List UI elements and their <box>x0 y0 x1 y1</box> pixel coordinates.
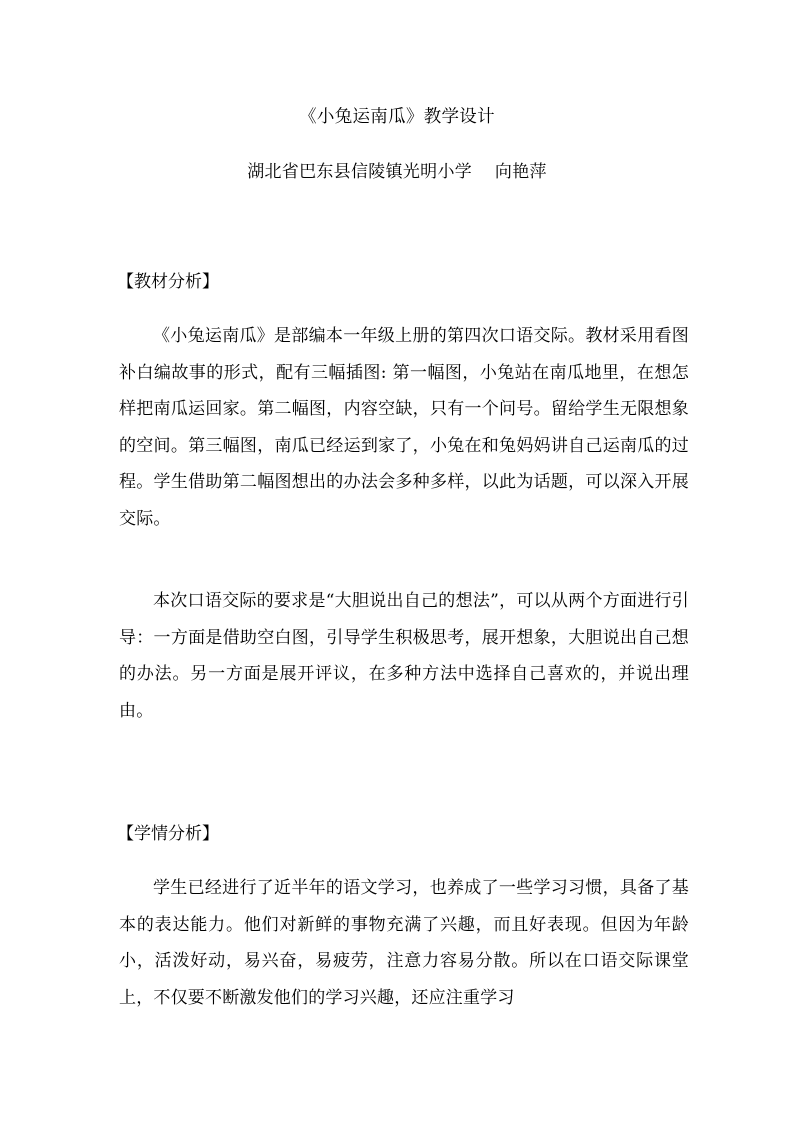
paragraph-textbook-analysis-1: 《小兔运南瓜》是部编本一年级上册的第四次口语交际。教材采用看图补白编故事的形式，配有三幅插图: 第一幅图，小兔站在南瓜地里，在想怎样把南瓜运回家。第二幅图，内容空缺，只有一个问号。留给学生无限想象的空间。第三幅图，南瓜已经运到家了，小兔在和兔妈妈讲自己运南瓜的过程。学生借助第二幅图想出的办法会多种多样，以此为话题，可以深入开展交际。 <box>119 326 689 529</box>
section-heading-textbook-analysis: 【教材分析】 <box>117 272 219 292</box>
author-line: 湖北省巴东县信陵镇光明小学 向艳萍 <box>247 162 547 182</box>
document-title: 《小兔运南瓜》教学设计 <box>299 107 495 127</box>
paragraph-learner-analysis-1: 学生已经进行了近半年的语文学习，也养成了一些学习习惯，具备了基本的表达能力。他们对新鲜的事物充满了兴趣，而且好表现。但因为年龄小，活泼好动，易兴奋，易疲劳，注意力容易分散。所以在口语交际课堂上，不仅要不断激发他们的学习兴趣，还应注重学习 <box>119 878 689 1008</box>
paragraph-textbook-analysis-2: 本次口语交际的要求是“大胆说出自己的想法”，可以从两个方面进行引导：一方面是借助空白图，引导学生积极思考，展开想象，大胆说出自己想的办法。另一方面是展开评议，在多种方法中选择自己喜欢的，并说出理由。 <box>119 591 689 721</box>
section-heading-learner-analysis: 【学情分析】 <box>117 824 219 844</box>
